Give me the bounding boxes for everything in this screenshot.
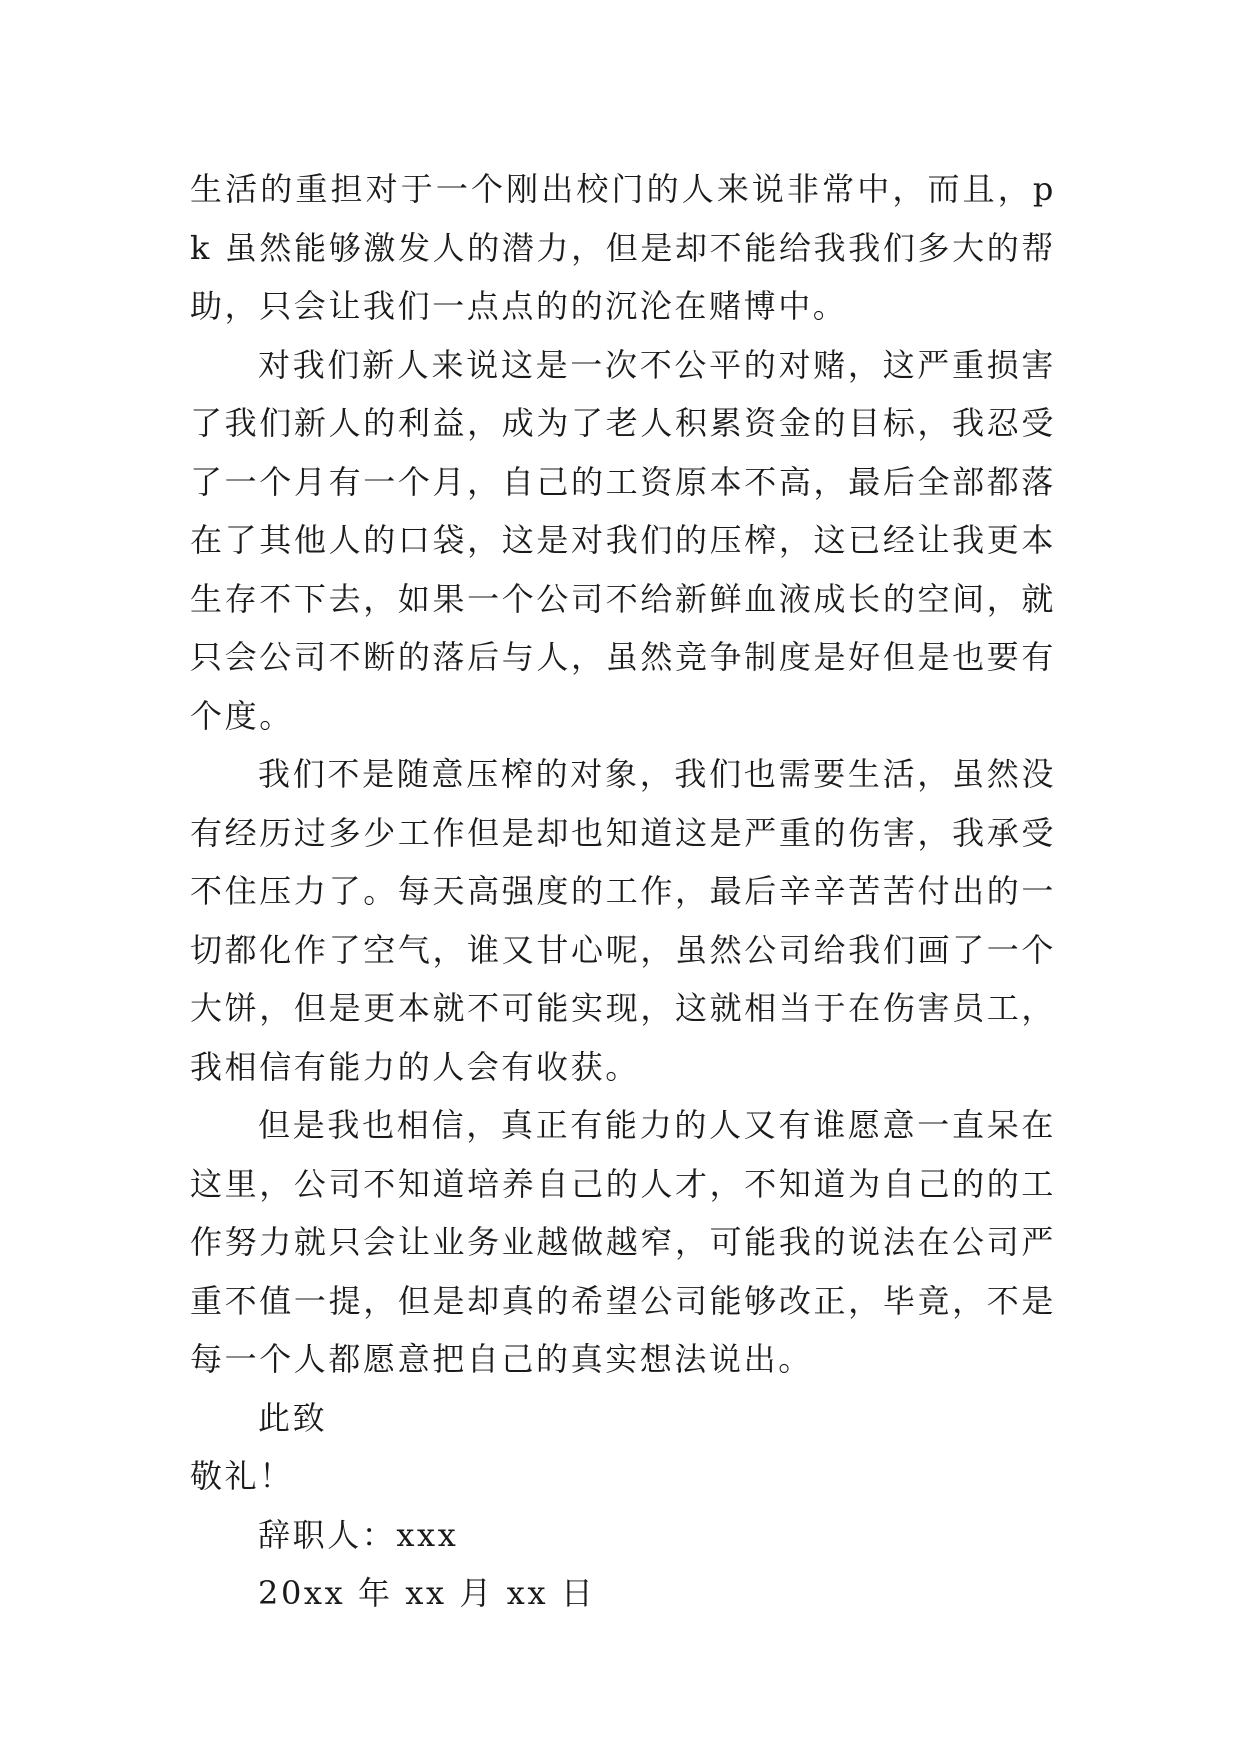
paragraph-2: 对我们新人来说这是一次不公平的对赌，这严重损害了我们新人的利益，成为了老人积累资金的目标，我忍受了一个月有一个月，自己的工资原本不高，最后全部都落在了其他人的口袋，这是对我们的压榨，这已经让我更本生存不下去，如果一个公司不给新鲜血液成长的空间，就只会公司不断的落后与人，虽然竞争制度是好但是也要有个度。 <box>190 345 1056 735</box>
signer-line: 辞职人：xxx <box>258 1515 459 1554</box>
paragraph-4: 但是我也相信，真正有能力的人又有谁愿意一直呆在这里，公司不知道培养自己的人才，不知道为自己的的工作努力就只会让业务业越做越窄，可能我的说法在公司严重不值一提，但是却真的希望公司能够改正，毕竟，不是每一个人都愿意把自己的真实想法说出。 <box>190 1106 1056 1378</box>
date-line: 20xx 年 xx 月 xx 日 <box>258 1574 596 1612</box>
closing-regards: 敬礼！ <box>190 1457 294 1495</box>
letter-body <box>190 160 1056 1623</box>
paragraph-3: 我们不是随意压榨的对象，我们也需要生活，虽然没有经历过多少工作但是却也知道这是严重的伤害，我承受不住压力了。每天高强度的工作，最后辛辛苦苦付出的一切都化作了空气，谁又甘心呢，虽然公司给我们画了一个大饼，但是更本就不可能实现，这就相当于在伤害员工，我相信有能力的人会有收获。 <box>190 755 1056 1086</box>
paragraph-1: 生活的重担对于一个刚出校门的人来说非常中，而且，pk 虽然能够激发人的潜力，但是却不能给我我们多大的帮助，只会让我们一点点的的沉沦在赌博中。 <box>190 170 1056 325</box>
closing-salutation: 此致 <box>258 1398 328 1437</box>
